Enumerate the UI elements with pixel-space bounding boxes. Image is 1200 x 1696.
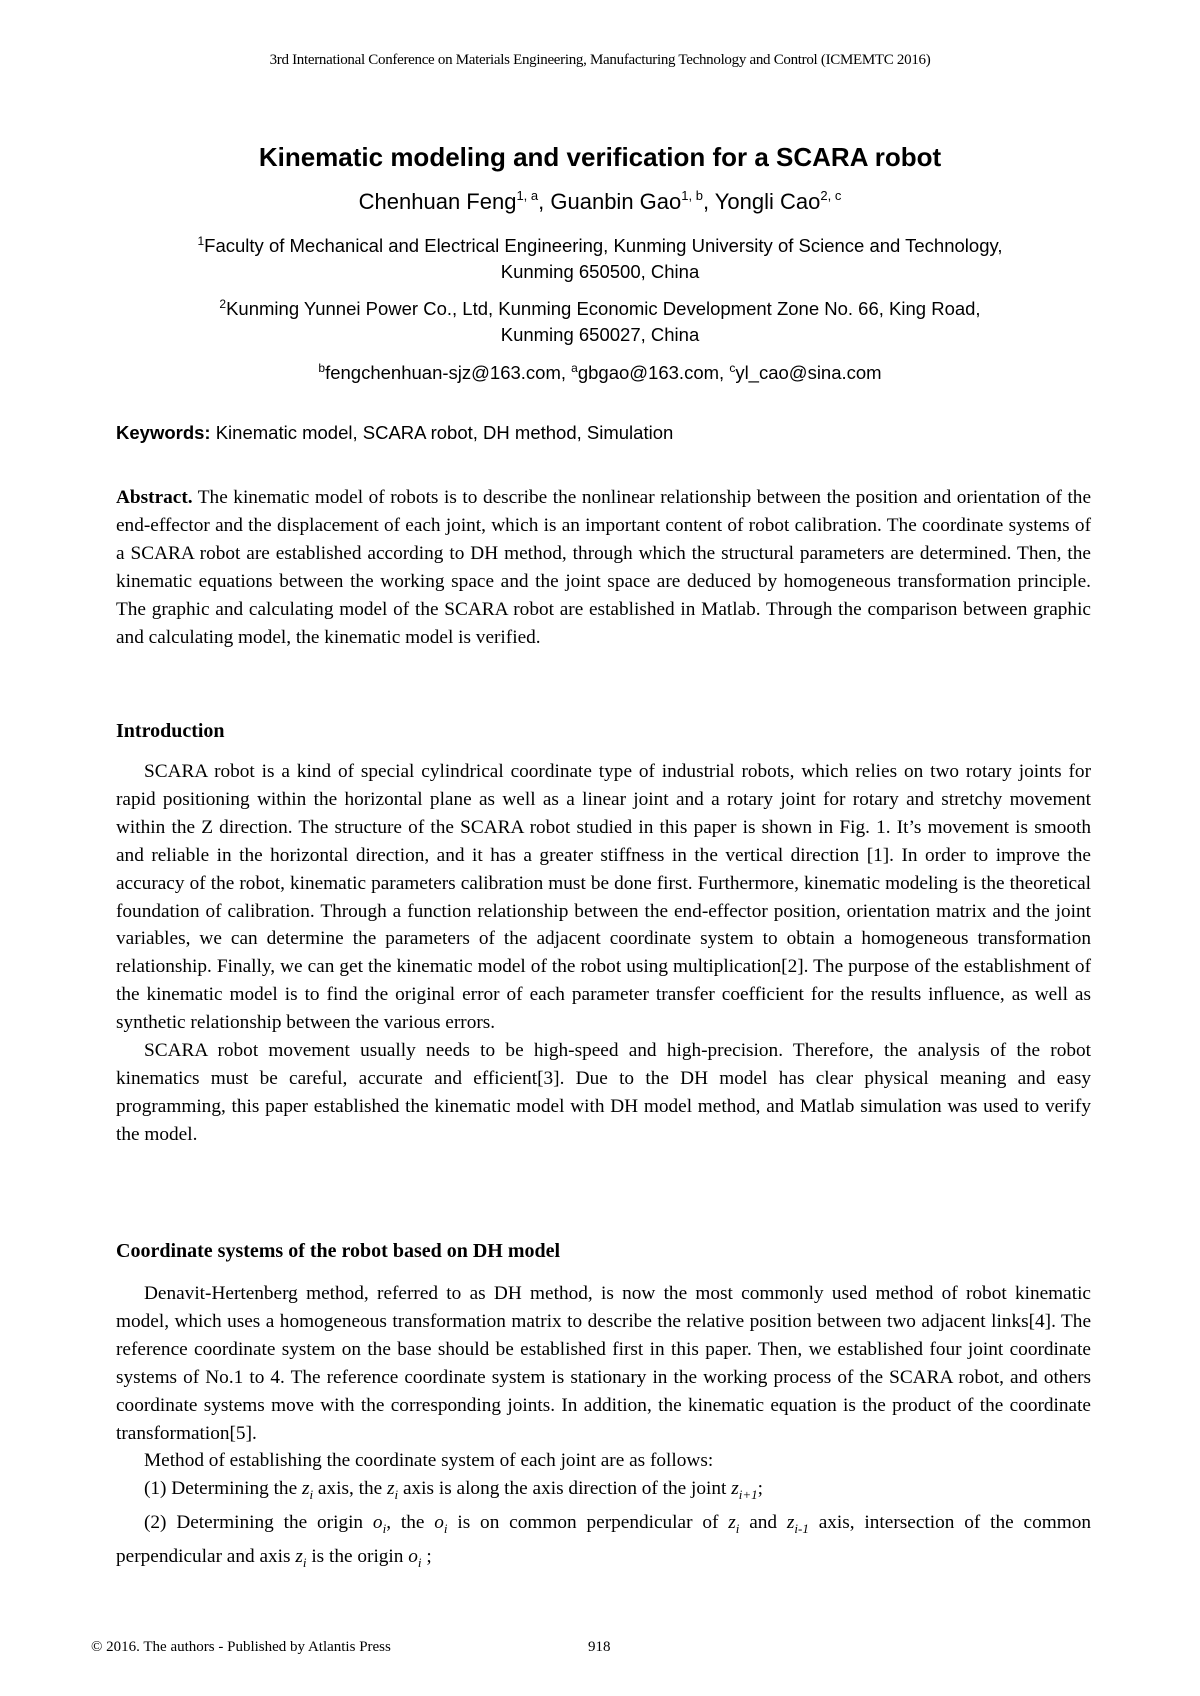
abstract — [116, 484, 1091, 651]
affiliation-2 — [110, 296, 1090, 348]
abstract-label: Abstract. — [116, 487, 193, 508]
author-superscript: 1, b — [681, 188, 703, 203]
abstract-text: The kinematic model of robots is to describe the nonlinear relationship between the position and orientation of the end-effector and the displacement of each joint, which is an important content of robot calibration. The coordinate systems of a SCARA robot are established according to DH method, through which the structural parameters are determined. Then, the kinematic equations between the working space and the joint space are deduced by homogeneous transformation principle. The graphic and calculating model of the SCARA robot are established in Matlab. Through the comparison between graphic and calculating model, the kinematic model is verified. — [116, 487, 1091, 648]
email-line — [110, 360, 1090, 386]
conference-header: 3rd International Conference on Materials Engineering, Manufacturing Technology and Control (ICMEMTC 2016) — [269, 52, 931, 68]
paragraph: Method of establishing the coordinate system of each joint are as follows: — [144, 1450, 714, 1472]
section-heading-introduction: Introduction — [116, 720, 225, 742]
affiliation-1 — [110, 233, 1090, 285]
email-address: gbgao@163.com, — [577, 362, 730, 383]
footer-copyright: © 2016. The authors - Published by Atlantis Press — [91, 1639, 391, 1655]
paper-title: Kinematic modeling and verification for a SCARA robot — [258, 142, 942, 172]
keywords — [116, 422, 1096, 444]
author-name: Chenhuan Feng — [358, 189, 517, 214]
step-1: (1) Determining the $z_i$ axis, the $z_i$ axis is along the axis direction of the joint $z_{i+1}$; — [144, 1478, 763, 1503]
paragraph: SCARA robot is a kind of special cylindrical coordinate type of industrial robots, which relies on two rotary joints for rapid positioning within the horizontal plane as well as a linear joint and a rotary joint for rotary and stretchy movement within the Z direction. The structure of the SCARA robot studied in this paper is shown in Fig. 1. It’s movement is smooth and reliable in the horizontal direction, and it has a greater stiffness in the vertical direction [1]. In order to improve the accuracy of the robot, kinematic parameters calibration must be done first. Furthermore, kinematic modeling is the theoretical foundation of calibration. Through a function relationship between the end-effector position, orientation matrix and the joint variables, we can determine the parameters of the adjacent coordinate system to obtain a homogeneous transformation relationship. Finally, we can get the kinematic model of the robot using multiplication[2]. The purpose of the establishment of the kinematic model is to find the original error of each parameter transfer coefficient for the results influence, as well as synthetic relationship between the various errors. — [116, 761, 1091, 1034]
email-marker: b — [318, 361, 326, 375]
author-name: Yongli Cao — [714, 189, 821, 214]
author-superscript: 2, c — [820, 188, 842, 203]
paragraph: Denavit-Hertenberg method, referred to as DH method, is now the most commonly used method of robot kinematic model, which uses a homogeneous transformation matrix to describe the relative position between two adjacent links[4]. The reference coordinate system on the base should be established first in this paper. Then, we established four joint coordinate systems of No.1 to 4. The reference coordinate system is stationary in the working process of the SCARA robot, and others coordinate systems move with the corresponding joints. In addition, the kinematic equation is the product of the coordinate transformation[5]. — [116, 1283, 1091, 1444]
email-address: yl_cao@sina.com — [735, 362, 882, 383]
introduction-body — [116, 758, 1091, 1149]
author-list: Chenhuan Feng$^{1, a}$, Guanbin Gao$^{1, b}$, Yongli Cao$^{2, c}$ — [358, 188, 842, 214]
paragraph: SCARA robot movement usually needs to be high-speed and high-precision. Therefore, the analysis of the robot kinematics must be careful, accurate and efficient[3]. Due to the DH model has clear physical meaning and easy programming, this paper established the kinematic model with DH model method, and Matlab simulation was used to verify the model. — [116, 1040, 1091, 1145]
affiliation-line: Kunming 650027, China — [500, 324, 700, 345]
affiliation-marker: 1 — [197, 234, 205, 248]
page-number: 918 — [588, 1639, 611, 1655]
keywords-label: Keywords: — [116, 422, 211, 443]
email-marker: a — [571, 361, 578, 375]
section-heading-coordinate-systems: Coordinate systems of the robot based on DH model — [116, 1240, 561, 1262]
affiliation-marker: 2 — [219, 297, 227, 311]
affiliation-line: Faculty of Mechanical and Electrical Engineering, Kunming University of Science and Technology, — [204, 235, 1003, 256]
affiliation-line: Kunming Yunnei Power Co., Ltd, Kunming Economic Development Zone No. 66, King Road, — [226, 298, 981, 319]
keywords-text: Kinematic model, SCARA robot, DH method, Simulation — [210, 422, 674, 443]
author-name: Guanbin Gao — [550, 189, 682, 214]
coordinate-systems-body — [116, 1280, 1091, 1577]
email-marker: c — [729, 361, 736, 375]
step-2: (2) Determining the origin $o_i$, the $o_i$ is on common perpendicular of $z_i$ and $z_{i-1}$ axis, intersection of the common perpendicular and axis $z_i$ is the origin $o_i$ ; — [116, 1512, 1091, 1570]
affiliation-line: Kunming 650500, China — [500, 261, 700, 282]
author-superscript: 1, a — [516, 188, 539, 203]
email-address: fengchenhuan-sjz@163.com, — [325, 362, 572, 383]
